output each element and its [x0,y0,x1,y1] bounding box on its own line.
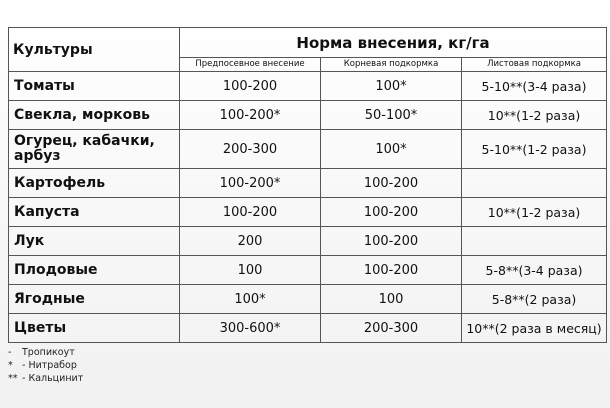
footnotes [8,346,83,385]
leaf-value: 10**(2 раза в месяц) [462,314,607,343]
table-row [9,227,607,256]
root-value: 100-200 [321,227,462,256]
header-presowing: Предпосевное внесение [180,58,321,72]
footnote-mark: * [8,360,13,371]
crop-name: Картофель [9,169,180,198]
footnote-mark: ** [8,373,18,384]
table-row [9,72,607,101]
footnote [8,346,83,359]
table-header-row [9,28,607,58]
footnote [8,359,83,372]
crop-name: Ягодные [9,285,180,314]
table-row [9,285,607,314]
root-value: 100* [321,72,462,101]
crop-name: Плодовые [9,256,180,285]
footnote-text: - Кальцинит [22,373,84,384]
presowing-value: 300-600* [180,314,321,343]
presowing-value: 200 [180,227,321,256]
crop-name: Лук [9,227,180,256]
crop-name: Цветы [9,314,180,343]
table-row [9,169,607,198]
root-value: 100-200 [321,256,462,285]
header-crops: Культуры [9,28,180,72]
table-row [9,130,607,169]
footnote [8,372,83,385]
root-value: 50-100* [321,101,462,130]
table-row [9,198,607,227]
root-value: 100 [321,285,462,314]
footnote-text: Тропикоут [22,347,75,358]
leaf-value [462,169,607,198]
header-root: Корневая подкормка [321,58,462,72]
footnote-text: - Нитрабор [22,360,77,371]
crop-name: Свекла, морковь [9,101,180,130]
root-value: 100-200 [321,198,462,227]
fertilizer-norms-table [8,27,607,343]
leaf-value: 5-10**(3-4 раза) [462,72,607,101]
presowing-value: 100-200* [180,169,321,198]
presowing-value: 100-200 [180,72,321,101]
presowing-value: 100* [180,285,321,314]
presowing-value: 200-300 [180,130,321,169]
leaf-value: 5-10**(1-2 раза) [462,130,607,169]
crop-name: Томаты [9,72,180,101]
footnote-mark: - [8,347,12,358]
header-norm: Норма внесения, кг/га [180,28,607,58]
header-leaf: Листовая подкормка [462,58,607,72]
leaf-value: 5-8**(2 раза) [462,285,607,314]
leaf-value [462,227,607,256]
leaf-value: 5-8**(3-4 раза) [462,256,607,285]
root-value: 100* [321,130,462,169]
presowing-value: 100 [180,256,321,285]
table-row [9,256,607,285]
table-row [9,314,607,343]
presowing-value: 100-200* [180,101,321,130]
root-value: 200-300 [321,314,462,343]
table-row [9,101,607,130]
crop-name: Капуста [9,198,180,227]
root-value: 100-200 [321,169,462,198]
leaf-value: 10**(1-2 раза) [462,198,607,227]
presowing-value: 100-200 [180,198,321,227]
leaf-value: 10**(1-2 раза) [462,101,607,130]
crop-name: Огурец, кабачки, арбуз [9,130,180,169]
